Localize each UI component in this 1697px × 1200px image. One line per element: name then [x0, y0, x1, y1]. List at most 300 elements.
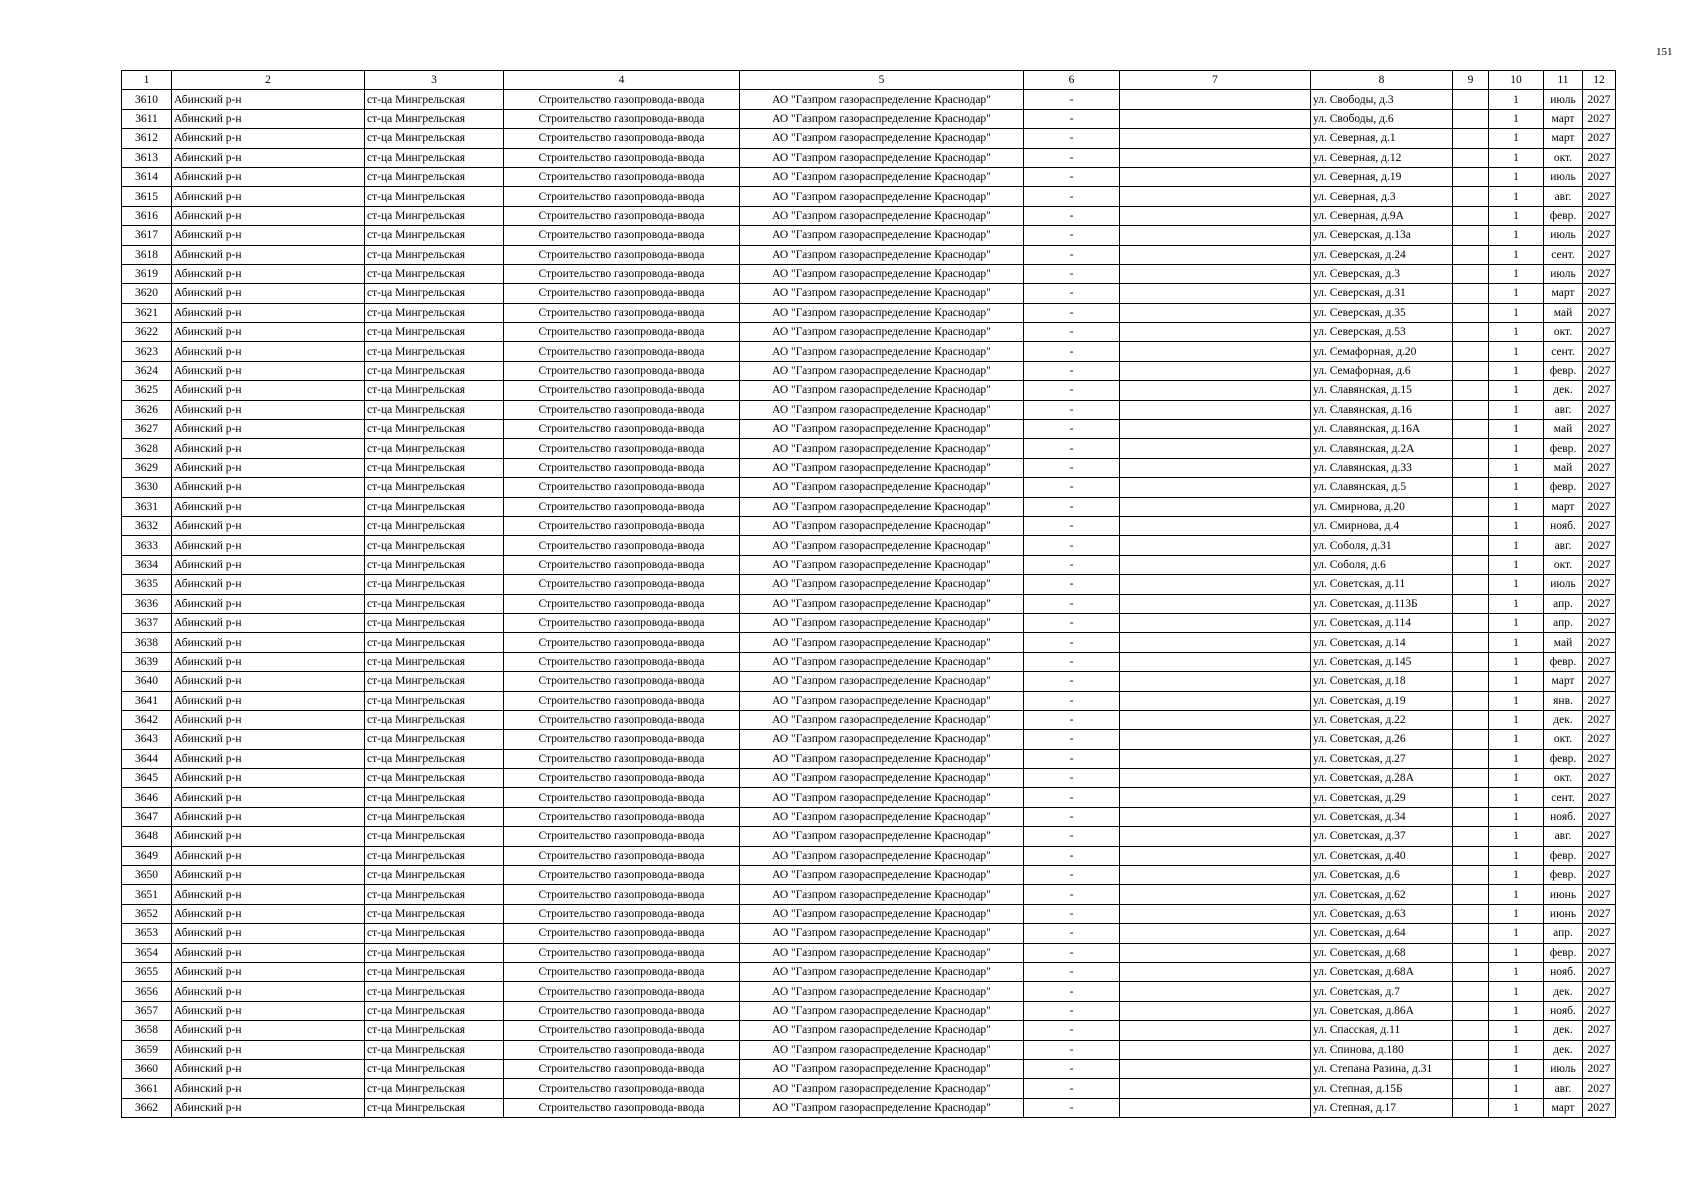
company-cell: АО "Газпром газораспределение Краснодар" — [740, 226, 1024, 245]
district-cell: Абинский р-н — [172, 90, 365, 109]
col9-cell — [1453, 924, 1489, 943]
year-cell: 2027 — [1583, 846, 1616, 865]
month-cell: нояб. — [1544, 962, 1583, 981]
year-cell: 2027 — [1583, 439, 1616, 458]
company-cell: АО "Газпром газораспределение Краснодар" — [740, 439, 1024, 458]
settlement-cell: ст-ца Мингрельская — [365, 575, 504, 594]
col9-cell — [1453, 323, 1489, 342]
col6-cell: - — [1024, 167, 1120, 186]
address-cell: ул. Славянская, д.16 — [1311, 400, 1453, 419]
district-cell: Абинский р-н — [172, 245, 365, 264]
settlement-cell: ст-ца Мингрельская — [365, 109, 504, 128]
company-cell: АО "Газпром газораспределение Краснодар" — [740, 749, 1024, 768]
table-row — [122, 962, 1616, 981]
address-cell: ул. Спасская, д.11 — [1311, 1021, 1453, 1040]
year-cell: 2027 — [1583, 1079, 1616, 1098]
quantity-cell: 1 — [1489, 129, 1544, 148]
row-number-cell: 3659 — [122, 1040, 172, 1059]
table-row — [122, 167, 1616, 186]
col9-cell — [1453, 672, 1489, 691]
quantity-cell: 1 — [1489, 284, 1544, 303]
work-type-cell: Строительство газопровода-ввода — [504, 962, 740, 981]
settlement-cell: ст-ца Мингрельская — [365, 323, 504, 342]
row-number-cell: 3640 — [122, 672, 172, 691]
company-cell: АО "Газпром газораспределение Краснодар" — [740, 129, 1024, 148]
col7-cell — [1120, 497, 1311, 516]
year-cell: 2027 — [1583, 536, 1616, 555]
col9-cell — [1453, 575, 1489, 594]
district-cell: Абинский р-н — [172, 846, 365, 865]
row-number-cell: 3623 — [122, 342, 172, 361]
year-cell: 2027 — [1583, 749, 1616, 768]
address-cell: ул. Советская, д.22 — [1311, 710, 1453, 729]
company-cell: АО "Газпром газораспределение Краснодар" — [740, 284, 1024, 303]
company-cell: АО "Газпром газораспределение Краснодар" — [740, 361, 1024, 380]
month-cell: июль — [1544, 90, 1583, 109]
district-cell: Абинский р-н — [172, 633, 365, 652]
col6-cell: - — [1024, 400, 1120, 419]
col7-cell — [1120, 109, 1311, 128]
year-cell: 2027 — [1583, 904, 1616, 923]
col6-cell: - — [1024, 420, 1120, 439]
settlement-cell: ст-ца Мингрельская — [365, 788, 504, 807]
table-row — [122, 652, 1616, 671]
row-number-cell: 3628 — [122, 439, 172, 458]
address-cell: ул. Степная, д.15Б — [1311, 1079, 1453, 1098]
month-cell: авг. — [1544, 1079, 1583, 1098]
district-cell: Абинский р-н — [172, 226, 365, 245]
table-row — [122, 827, 1616, 846]
month-cell: февр. — [1544, 943, 1583, 962]
col6-cell: - — [1024, 516, 1120, 535]
year-cell: 2027 — [1583, 226, 1616, 245]
col6-cell: - — [1024, 633, 1120, 652]
company-cell: АО "Газпром газораспределение Краснодар" — [740, 109, 1024, 128]
table-row — [122, 924, 1616, 943]
row-number-cell: 3615 — [122, 187, 172, 206]
col6-cell: - — [1024, 1021, 1120, 1040]
year-cell: 2027 — [1583, 594, 1616, 613]
address-cell: ул. Советская, д.62 — [1311, 885, 1453, 904]
row-number-cell: 3647 — [122, 807, 172, 826]
col7-cell — [1120, 226, 1311, 245]
col6-cell: - — [1024, 962, 1120, 981]
district-cell: Абинский р-н — [172, 943, 365, 962]
company-cell: АО "Газпром газораспределение Краснодар" — [740, 400, 1024, 419]
column-header: 2 — [172, 71, 365, 90]
company-cell: АО "Газпром газораспределение Краснодар" — [740, 769, 1024, 788]
table-row — [122, 788, 1616, 807]
quantity-cell: 1 — [1489, 1098, 1544, 1117]
quantity-cell: 1 — [1489, 613, 1544, 632]
col9-cell — [1453, 303, 1489, 322]
month-cell: март — [1544, 284, 1583, 303]
col7-cell — [1120, 555, 1311, 574]
address-cell: ул. Советская, д.26 — [1311, 730, 1453, 749]
work-type-cell: Строительство газопровода-ввода — [504, 982, 740, 1001]
quantity-cell: 1 — [1489, 420, 1544, 439]
table-row — [122, 516, 1616, 535]
district-cell: Абинский р-н — [172, 109, 365, 128]
address-cell: ул. Славянская, д.16А — [1311, 420, 1453, 439]
col6-cell: - — [1024, 788, 1120, 807]
quantity-cell: 1 — [1489, 342, 1544, 361]
company-cell: АО "Газпром газораспределение Краснодар" — [740, 1098, 1024, 1117]
company-cell: АО "Газпром газораспределение Краснодар" — [740, 1001, 1024, 1020]
row-number-cell: 3614 — [122, 167, 172, 186]
work-type-cell: Строительство газопровода-ввода — [504, 381, 740, 400]
address-cell: ул. Северская, д.53 — [1311, 323, 1453, 342]
address-cell: ул. Советская, д.86А — [1311, 1001, 1453, 1020]
col6-cell: - — [1024, 381, 1120, 400]
col9-cell — [1453, 943, 1489, 962]
settlement-cell: ст-ца Мингрельская — [365, 129, 504, 148]
quantity-cell: 1 — [1489, 652, 1544, 671]
settlement-cell: ст-ца Мингрельская — [365, 245, 504, 264]
year-cell: 2027 — [1583, 710, 1616, 729]
col7-cell — [1120, 575, 1311, 594]
col9-cell — [1453, 846, 1489, 865]
table-row — [122, 633, 1616, 652]
year-cell: 2027 — [1583, 807, 1616, 826]
district-cell: Абинский р-н — [172, 710, 365, 729]
col9-cell — [1453, 982, 1489, 1001]
district-cell: Абинский р-н — [172, 769, 365, 788]
year-cell: 2027 — [1583, 788, 1616, 807]
settlement-cell: ст-ца Мингрельская — [365, 478, 504, 497]
col7-cell — [1120, 1079, 1311, 1098]
address-cell: ул. Советская, д.29 — [1311, 788, 1453, 807]
col7-cell — [1120, 129, 1311, 148]
table-row — [122, 342, 1616, 361]
col9-cell — [1453, 1021, 1489, 1040]
month-cell: дек. — [1544, 982, 1583, 1001]
work-type-cell: Строительство газопровода-ввода — [504, 613, 740, 632]
year-cell: 2027 — [1583, 109, 1616, 128]
district-cell: Абинский р-н — [172, 730, 365, 749]
year-cell: 2027 — [1583, 866, 1616, 885]
table-row — [122, 575, 1616, 594]
col9-cell — [1453, 769, 1489, 788]
district-cell: Абинский р-н — [172, 672, 365, 691]
col7-cell — [1120, 672, 1311, 691]
table-row — [122, 439, 1616, 458]
work-type-cell: Строительство газопровода-ввода — [504, 323, 740, 342]
settlement-cell: ст-ца Мингрельская — [365, 594, 504, 613]
col6-cell: - — [1024, 109, 1120, 128]
month-cell: февр. — [1544, 439, 1583, 458]
year-cell: 2027 — [1583, 575, 1616, 594]
col9-cell — [1453, 458, 1489, 477]
quantity-cell: 1 — [1489, 381, 1544, 400]
district-cell: Абинский р-н — [172, 284, 365, 303]
table-row — [122, 264, 1616, 283]
month-cell: июль — [1544, 1059, 1583, 1078]
settlement-cell: ст-ца Мингрельская — [365, 846, 504, 865]
company-cell: АО "Газпром газораспределение Краснодар" — [740, 303, 1024, 322]
row-number-cell: 3662 — [122, 1098, 172, 1117]
col9-cell — [1453, 613, 1489, 632]
table-row — [122, 555, 1616, 574]
col9-cell — [1453, 361, 1489, 380]
col7-cell — [1120, 1021, 1311, 1040]
col9-cell — [1453, 226, 1489, 245]
settlement-cell: ст-ца Мингрельская — [365, 264, 504, 283]
col6-cell: - — [1024, 924, 1120, 943]
col6-cell: - — [1024, 245, 1120, 264]
table-row — [122, 904, 1616, 923]
district-cell: Абинский р-н — [172, 691, 365, 710]
col6-cell: - — [1024, 284, 1120, 303]
company-cell: АО "Газпром газораспределение Краснодар" — [740, 924, 1024, 943]
work-type-cell: Строительство газопровода-ввода — [504, 652, 740, 671]
col7-cell — [1120, 1040, 1311, 1059]
quantity-cell: 1 — [1489, 730, 1544, 749]
work-type-cell: Строительство газопровода-ввода — [504, 710, 740, 729]
company-cell: АО "Газпром газораспределение Краснодар" — [740, 827, 1024, 846]
district-cell: Абинский р-н — [172, 788, 365, 807]
district-cell: Абинский р-н — [172, 148, 365, 167]
col7-cell — [1120, 400, 1311, 419]
table-row — [122, 1059, 1616, 1078]
settlement-cell: ст-ца Мингрельская — [365, 633, 504, 652]
district-cell: Абинский р-н — [172, 1059, 365, 1078]
month-cell: окт. — [1544, 148, 1583, 167]
quantity-cell: 1 — [1489, 187, 1544, 206]
address-cell: ул. Советская, д.6 — [1311, 866, 1453, 885]
district-cell: Абинский р-н — [172, 497, 365, 516]
company-cell: АО "Газпром газораспределение Краснодар" — [740, 904, 1024, 923]
col7-cell — [1120, 943, 1311, 962]
address-cell: ул. Северная, д.9А — [1311, 206, 1453, 225]
settlement-cell: ст-ца Мингрельская — [365, 1098, 504, 1117]
district-cell: Абинский р-н — [172, 555, 365, 574]
year-cell: 2027 — [1583, 730, 1616, 749]
company-cell: АО "Газпром газораспределение Краснодар" — [740, 943, 1024, 962]
col7-cell — [1120, 613, 1311, 632]
company-cell: АО "Газпром газораспределение Краснодар" — [740, 323, 1024, 342]
district-cell: Абинский р-н — [172, 594, 365, 613]
month-cell: авг. — [1544, 827, 1583, 846]
quantity-cell: 1 — [1489, 943, 1544, 962]
company-cell: АО "Газпром газораспределение Краснодар" — [740, 672, 1024, 691]
company-cell: АО "Газпром газораспределение Краснодар" — [740, 342, 1024, 361]
col7-cell — [1120, 594, 1311, 613]
address-cell: ул. Северская, д.31 — [1311, 284, 1453, 303]
address-cell: ул. Соболя, д.31 — [1311, 536, 1453, 555]
year-cell: 2027 — [1583, 924, 1616, 943]
work-type-cell: Строительство газопровода-ввода — [504, 885, 740, 904]
col6-cell: - — [1024, 1098, 1120, 1117]
address-cell: ул. Соболя, д.6 — [1311, 555, 1453, 574]
col7-cell — [1120, 478, 1311, 497]
work-type-cell: Строительство газопровода-ввода — [504, 129, 740, 148]
quantity-cell: 1 — [1489, 555, 1544, 574]
year-cell: 2027 — [1583, 264, 1616, 283]
row-number-cell: 3625 — [122, 381, 172, 400]
district-cell: Абинский р-н — [172, 420, 365, 439]
address-cell: ул. Советская, д.68А — [1311, 962, 1453, 981]
table-row — [122, 1040, 1616, 1059]
row-number-cell: 3619 — [122, 264, 172, 283]
year-cell: 2027 — [1583, 245, 1616, 264]
col6-cell: - — [1024, 303, 1120, 322]
table-row — [122, 109, 1616, 128]
row-number-cell: 3624 — [122, 361, 172, 380]
table-row — [122, 691, 1616, 710]
row-number-cell: 3637 — [122, 613, 172, 632]
district-cell: Абинский р-н — [172, 323, 365, 342]
month-cell: сент. — [1544, 342, 1583, 361]
month-cell: дек. — [1544, 710, 1583, 729]
month-cell: авг. — [1544, 536, 1583, 555]
row-number-cell: 3653 — [122, 924, 172, 943]
row-number-cell: 3639 — [122, 652, 172, 671]
col6-cell: - — [1024, 846, 1120, 865]
col6-cell: - — [1024, 710, 1120, 729]
month-cell: июнь — [1544, 904, 1583, 923]
quantity-cell: 1 — [1489, 148, 1544, 167]
col9-cell — [1453, 807, 1489, 826]
quantity-cell: 1 — [1489, 1021, 1544, 1040]
company-cell: АО "Газпром газораспределение Краснодар" — [740, 1021, 1024, 1040]
table-row — [122, 226, 1616, 245]
table-row — [122, 613, 1616, 632]
column-header: 5 — [740, 71, 1024, 90]
table-row — [122, 187, 1616, 206]
work-type-cell: Строительство газопровода-ввода — [504, 109, 740, 128]
quantity-cell: 1 — [1489, 497, 1544, 516]
month-cell: окт. — [1544, 769, 1583, 788]
address-cell: ул. Семафорная, д.20 — [1311, 342, 1453, 361]
year-cell: 2027 — [1583, 187, 1616, 206]
month-cell: май — [1544, 458, 1583, 477]
quantity-cell: 1 — [1489, 866, 1544, 885]
work-type-cell: Строительство газопровода-ввода — [504, 1079, 740, 1098]
company-cell: АО "Газпром газораспределение Краснодар" — [740, 478, 1024, 497]
year-cell: 2027 — [1583, 342, 1616, 361]
row-number-cell: 3642 — [122, 710, 172, 729]
month-cell: окт. — [1544, 730, 1583, 749]
table-row — [122, 769, 1616, 788]
col7-cell — [1120, 904, 1311, 923]
company-cell: АО "Газпром газораспределение Краснодар" — [740, 245, 1024, 264]
quantity-cell: 1 — [1489, 439, 1544, 458]
row-number-cell: 3612 — [122, 129, 172, 148]
col9-cell — [1453, 264, 1489, 283]
work-type-cell: Строительство газопровода-ввода — [504, 633, 740, 652]
col9-cell — [1453, 866, 1489, 885]
address-cell: ул. Советская, д.113Б — [1311, 594, 1453, 613]
district-cell: Абинский р-н — [172, 264, 365, 283]
address-cell: ул. Славянская, д.5 — [1311, 478, 1453, 497]
col6-cell: - — [1024, 904, 1120, 923]
col7-cell — [1120, 769, 1311, 788]
company-cell: АО "Газпром газораспределение Краснодар" — [740, 652, 1024, 671]
quantity-cell: 1 — [1489, 536, 1544, 555]
col7-cell — [1120, 827, 1311, 846]
col9-cell — [1453, 904, 1489, 923]
address-cell: ул. Степная, д.17 — [1311, 1098, 1453, 1117]
work-type-cell: Строительство газопровода-ввода — [504, 691, 740, 710]
address-cell: ул. Советская, д.19 — [1311, 691, 1453, 710]
column-header: 1 — [122, 71, 172, 90]
address-cell: ул. Смирнова, д.20 — [1311, 497, 1453, 516]
settlement-cell: ст-ца Мингрельская — [365, 1059, 504, 1078]
year-cell: 2027 — [1583, 827, 1616, 846]
company-cell: АО "Газпром газораспределение Краснодар" — [740, 381, 1024, 400]
quantity-cell: 1 — [1489, 1079, 1544, 1098]
year-cell: 2027 — [1583, 1021, 1616, 1040]
month-cell: май — [1544, 303, 1583, 322]
settlement-cell: ст-ца Мингрельская — [365, 439, 504, 458]
work-type-cell: Строительство газопровода-ввода — [504, 516, 740, 535]
col9-cell — [1453, 129, 1489, 148]
year-cell: 2027 — [1583, 1059, 1616, 1078]
quantity-cell: 1 — [1489, 962, 1544, 981]
table-row — [122, 323, 1616, 342]
address-cell: ул. Советская, д.7 — [1311, 982, 1453, 1001]
year-cell: 2027 — [1583, 982, 1616, 1001]
table-row — [122, 536, 1616, 555]
col6-cell: - — [1024, 613, 1120, 632]
work-type-cell: Строительство газопровода-ввода — [504, 167, 740, 186]
work-type-cell: Строительство газопровода-ввода — [504, 769, 740, 788]
address-cell: ул. Свободы, д.6 — [1311, 109, 1453, 128]
col9-cell — [1453, 710, 1489, 729]
settlement-cell: ст-ца Мингрельская — [365, 1021, 504, 1040]
address-cell: ул. Славянская, д.2А — [1311, 439, 1453, 458]
table-row — [122, 90, 1616, 109]
col6-cell: - — [1024, 478, 1120, 497]
district-cell: Абинский р-н — [172, 885, 365, 904]
month-cell: окт. — [1544, 323, 1583, 342]
settlement-cell: ст-ца Мингрельская — [365, 90, 504, 109]
col7-cell — [1120, 749, 1311, 768]
month-cell: апр. — [1544, 594, 1583, 613]
settlement-cell: ст-ца Мингрельская — [365, 827, 504, 846]
col6-cell: - — [1024, 555, 1120, 574]
quantity-cell: 1 — [1489, 361, 1544, 380]
quantity-cell: 1 — [1489, 109, 1544, 128]
col9-cell — [1453, 691, 1489, 710]
settlement-cell: ст-ца Мингрельская — [365, 730, 504, 749]
month-cell: дек. — [1544, 381, 1583, 400]
table-row — [122, 497, 1616, 516]
settlement-cell: ст-ца Мингрельская — [365, 284, 504, 303]
work-type-cell: Строительство газопровода-ввода — [504, 303, 740, 322]
company-cell: АО "Газпром газораспределение Краснодар" — [740, 420, 1024, 439]
col7-cell — [1120, 439, 1311, 458]
quantity-cell: 1 — [1489, 90, 1544, 109]
col6-cell: - — [1024, 536, 1120, 555]
row-number-cell: 3620 — [122, 284, 172, 303]
quantity-cell: 1 — [1489, 458, 1544, 477]
col7-cell — [1120, 90, 1311, 109]
col6-cell: - — [1024, 594, 1120, 613]
company-cell: АО "Газпром газораспределение Краснодар" — [740, 730, 1024, 749]
year-cell: 2027 — [1583, 769, 1616, 788]
work-type-cell: Строительство газопровода-ввода — [504, 1021, 740, 1040]
row-number-cell: 3633 — [122, 536, 172, 555]
settlement-cell: ст-ца Мингрельская — [365, 982, 504, 1001]
district-cell: Абинский р-н — [172, 962, 365, 981]
address-cell: ул. Северная, д.1 — [1311, 129, 1453, 148]
address-cell: ул. Северная, д.19 — [1311, 167, 1453, 186]
quantity-cell: 1 — [1489, 167, 1544, 186]
quantity-cell: 1 — [1489, 226, 1544, 245]
column-header: 11 — [1544, 71, 1583, 90]
